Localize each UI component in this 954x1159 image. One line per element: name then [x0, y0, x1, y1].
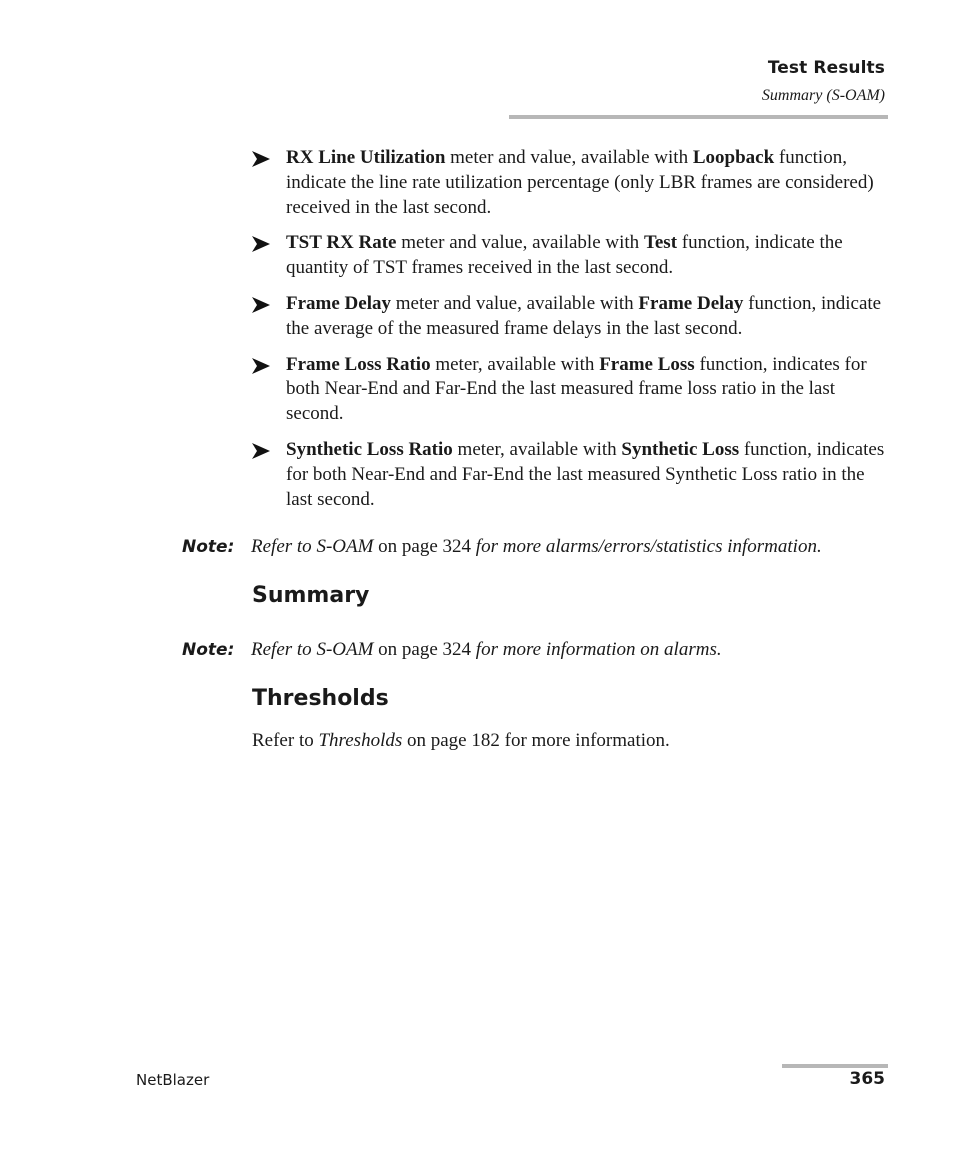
bullet-rx-line-utilization — [252, 146, 892, 220]
para-link-thresholds[interactable]: Thresholds — [318, 730, 403, 751]
note-link-s-oam[interactable]: S-OAM — [316, 536, 374, 557]
footer-page-number: 365 — [849, 1069, 885, 1089]
arrow-bullet-icon — [252, 443, 270, 459]
thresholds-paragraph — [252, 729, 670, 753]
arrow-bullet-icon — [252, 358, 270, 374]
section-heading-thresholds: Thresholds — [252, 686, 389, 711]
bullet-tst-rx-rate — [252, 231, 892, 281]
bullet-text: function, indicate the quantity of TST frames received in the last second. — [286, 232, 843, 279]
bullet-frame-delay — [252, 292, 892, 342]
bullet-list — [252, 146, 892, 523]
bullet-text: meter and value, available with — [390, 292, 639, 314]
para-text: on page 182 for more information. — [402, 730, 670, 751]
bullet-function: Synthetic Loss — [621, 438, 740, 460]
bullet-text: meter and value, available with — [445, 147, 693, 168]
footer-product-name: NetBlazer — [136, 1071, 210, 1089]
bullet-frame-loss-ratio — [252, 353, 892, 427]
bullet-synthetic-loss-ratio — [252, 438, 892, 512]
section-heading-summary: Summary — [252, 583, 370, 608]
bullet-text: meter, available with — [430, 353, 600, 375]
note-text: for more alarms/errors/statistics information. — [475, 536, 822, 557]
note-alarms-errors-statistics — [182, 535, 902, 559]
bullet-function: Frame Delay — [638, 292, 744, 314]
bullet-text: function, indicates for both Near-End and Far-End the last measured Synthetic Loss ratio in the last second. — [286, 438, 885, 510]
note-alarms — [182, 638, 902, 662]
arrow-bullet-icon — [252, 151, 270, 167]
note-text: Refer to — [251, 536, 317, 557]
bullet-text: meter, available with — [452, 438, 622, 460]
bullet-term: Frame Loss Ratio — [286, 353, 431, 375]
header-title: Test Results — [767, 58, 885, 78]
bullet-text: function, indicate the line rate utilization percentage (only LBR frames are considered) received in the last second. — [286, 147, 874, 218]
bullet-term: TST RX Rate — [286, 232, 397, 254]
bullet-text: function, indicates for both Near-End and Far-End the last measured frame loss ratio in the last second. — [286, 353, 867, 425]
note-page-ref: on page 324 — [373, 536, 476, 557]
note-label: Note: — [182, 537, 235, 557]
bullet-function: Test — [643, 232, 678, 254]
bullet-term: Frame Delay — [286, 292, 391, 314]
arrow-bullet-icon — [252, 297, 270, 313]
header-subtitle: Summary (S-OAM) — [761, 87, 885, 104]
bullet-function: Loopback — [692, 147, 775, 168]
note-page-ref: on page 324 — [373, 639, 476, 660]
header-rule — [509, 115, 888, 119]
bullet-term: Synthetic Loss Ratio — [286, 438, 453, 460]
bullet-function: Frame Loss — [599, 353, 695, 375]
arrow-bullet-icon — [252, 236, 270, 252]
bullet-text: meter and value, available with — [396, 232, 644, 254]
note-label: Note: — [182, 640, 235, 660]
note-link-s-oam[interactable]: S-OAM — [316, 639, 374, 660]
note-text: Refer to — [251, 639, 317, 660]
bullet-term: RX Line Utilization — [286, 147, 446, 168]
note-text: for more information on alarms. — [475, 639, 722, 660]
para-text: Refer to — [252, 730, 319, 751]
bullet-text: function, indicate the average of the measured frame delays in the last second. — [286, 292, 882, 339]
footer-rule — [782, 1064, 888, 1068]
